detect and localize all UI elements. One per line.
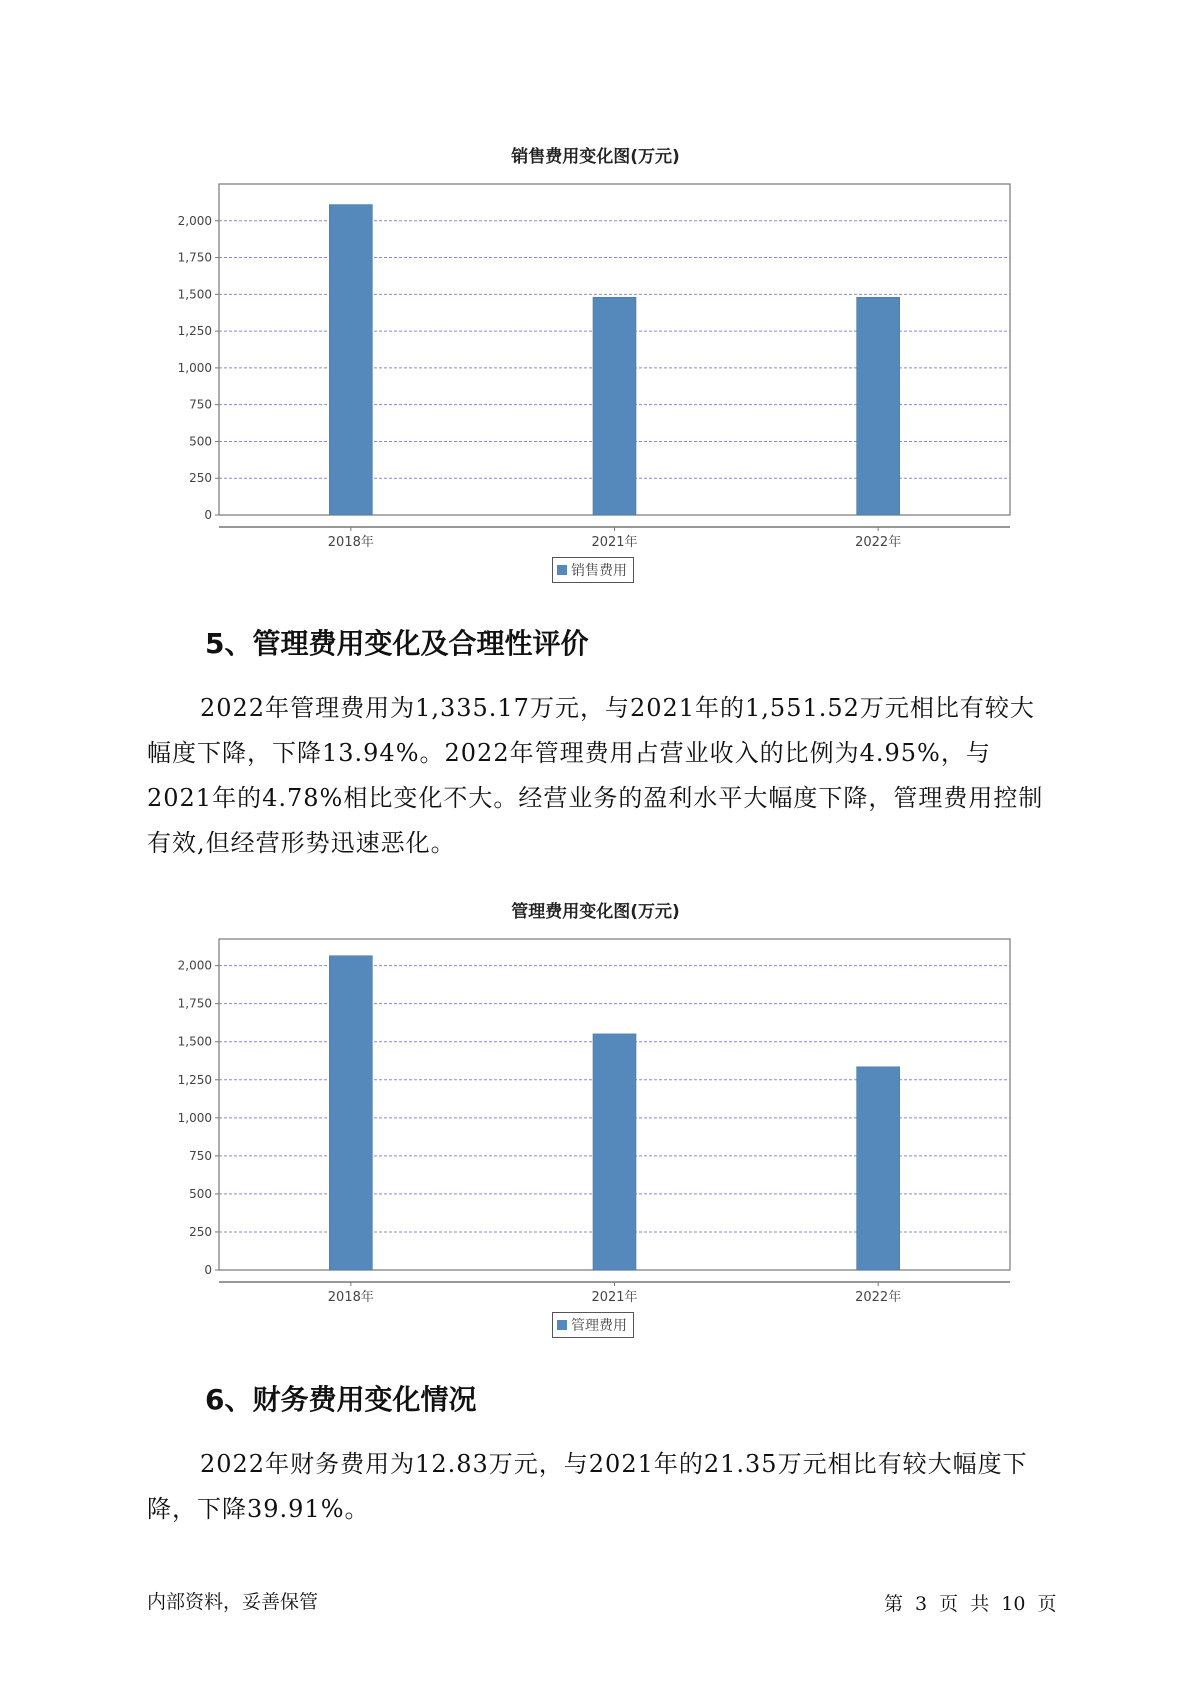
y-tick-label: 1,000 bbox=[177, 1110, 212, 1125]
legend-swatch bbox=[557, 565, 567, 575]
footer-confidential: 内部资料，妥善保管 bbox=[147, 1591, 319, 1613]
chart-title: 销售费用变化图(万元) bbox=[511, 147, 680, 167]
bar bbox=[857, 1067, 900, 1270]
footer-page-number: 第 3 页 共 10 页 bbox=[884, 1593, 1057, 1615]
chart-legend bbox=[552, 1312, 634, 1338]
y-tick-label: 1,250 bbox=[177, 324, 212, 339]
chart-title: 管理费用变化图(万元) bbox=[511, 902, 680, 922]
y-tick-label: 1,500 bbox=[177, 1034, 212, 1049]
y-tick-label: 1,000 bbox=[177, 360, 212, 375]
bar bbox=[329, 956, 372, 1270]
section-6-text: 2022年财务费用为12.83万元，与2021年的21.35万元相比有较大幅度下降，下降39.91%。 bbox=[147, 1450, 1028, 1523]
section-5-heading: 5、管理费用变化及合理性评价 bbox=[205, 627, 589, 660]
y-tick-label: 1,500 bbox=[177, 287, 212, 302]
y-tick-label: 0 bbox=[204, 508, 212, 522]
y-tick-label: 1,750 bbox=[177, 996, 212, 1011]
x-tick-label: 2018年 bbox=[327, 1290, 374, 1305]
y-tick-label: 250 bbox=[189, 471, 212, 486]
bar bbox=[857, 297, 900, 515]
x-tick-label: 2021年 bbox=[591, 535, 638, 550]
sales-expense-chart bbox=[0, 130, 1191, 590]
bar bbox=[329, 205, 372, 515]
legend-label: 管理费用 bbox=[571, 1318, 627, 1334]
section-5-text: 2022年管理费用为1,335.17万元，与2021年的1,551.52万元相比有较大幅度下降，下降13.94%。2022年管理费用占营业收入的比例为4.95%，与2021年的4.78%相比变化不大。经营业务的盈利水平大幅度下降，管理费用控制有效,但经营形势迅速恶化。 bbox=[147, 694, 1044, 857]
section-5-paragraph bbox=[147, 686, 1047, 866]
bar bbox=[593, 297, 636, 515]
x-tick-label: 2018年 bbox=[327, 535, 374, 550]
admin-expense-plot bbox=[0, 885, 1191, 1345]
admin-expense-chart bbox=[0, 885, 1191, 1345]
x-tick-label: 2021年 bbox=[591, 1290, 638, 1305]
x-tick-label: 2022年 bbox=[855, 1290, 902, 1305]
y-tick-label: 2,000 bbox=[177, 213, 212, 228]
y-tick-label: 0 bbox=[204, 1263, 212, 1277]
sales-expense-plot bbox=[0, 130, 1191, 590]
bar bbox=[593, 1034, 636, 1270]
y-tick-label: 500 bbox=[189, 1186, 212, 1201]
chart-legend bbox=[552, 557, 634, 583]
y-tick-label: 500 bbox=[189, 434, 212, 449]
legend-swatch bbox=[557, 1320, 567, 1330]
y-tick-label: 1,750 bbox=[177, 250, 212, 265]
y-tick-label: 1,250 bbox=[177, 1072, 212, 1087]
y-tick-label: 250 bbox=[189, 1224, 212, 1239]
y-tick-label: 2,000 bbox=[177, 958, 212, 973]
x-tick-label: 2022年 bbox=[855, 535, 902, 550]
legend-label: 销售费用 bbox=[571, 563, 627, 579]
y-tick-label: 750 bbox=[189, 397, 212, 412]
section-6-heading: 6、财务费用变化情况 bbox=[205, 1383, 477, 1416]
section-6-paragraph bbox=[147, 1442, 1047, 1532]
y-tick-label: 750 bbox=[189, 1148, 212, 1163]
